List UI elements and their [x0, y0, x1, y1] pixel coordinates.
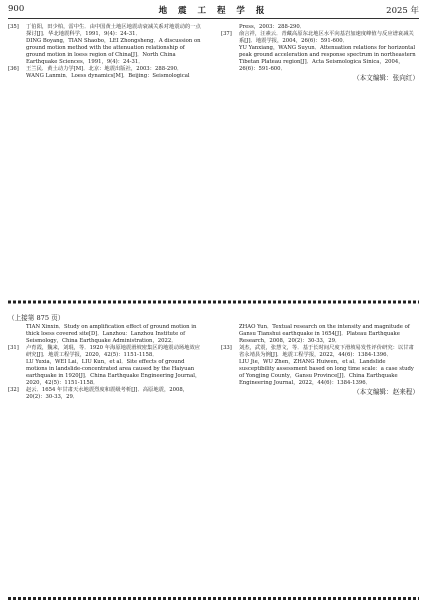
reference-continuation — [221, 324, 419, 345]
reference-text-english: Press，2003：288-290． — [239, 24, 306, 30]
reference-text: 卢育霞，魏来，刘琨，等．1920 年海原地震滑坡密集区的地震动场地效应研究[J]．地震工程学报，2020，42(5)：1151-1158． — [26, 345, 201, 359]
journal-title: 地 震 工 程 学 报 — [158, 6, 269, 16]
reference-text-english: TIAN Xinxin．Study on amplification effect of ground motion in thick loess covered site[D]．Lanzhou：Lanzhou Institute of Seismology，China Earthquake Administration，2022． — [26, 324, 197, 345]
reference-item — [8, 24, 205, 66]
reference-item — [8, 66, 205, 80]
page-number: 900 — [8, 4, 25, 14]
reference-number: [31] — [8, 345, 19, 352]
reference-continuation — [8, 324, 205, 345]
reference-text-english: ZHAO Yun．Textual research on the intensity and magnitude of Gansu Tianshui earthquake in 1654[J]．Plateau Earthquake Research，2008，20(2)：30-33，29． — [239, 324, 410, 345]
reference-text: 刘杰，武震，张慧文，等．基于长时间尺度下滑坡易发性评价研究：以甘肃省永靖县为例[J]．地震工程学报，2022，44(6)：1384-1396． — [239, 345, 414, 359]
references-right-column-1 — [221, 24, 419, 83]
reference-text: 赵云．1654 年甘肃天水地震烈度和震级考析[J]．高原地震，2008，20(2)：30-33，29． — [26, 387, 189, 401]
references-right-column-2 — [221, 324, 419, 397]
reference-text: 俞言祥，汪素云．青藏高原东北地区水平向基岩加速度峰值与反应谱衰减关系[J]．地震学报，2004，26(6)：591-600． — [239, 31, 414, 45]
reference-continuation — [221, 24, 419, 31]
reference-number: [36] — [8, 66, 19, 73]
reference-text: 王兰民．黄土动力学[M]．北京：地震出版社，2003：288-290． — [26, 66, 183, 73]
reference-item — [221, 345, 419, 387]
editor-note: （本文编辑：赵来程） — [353, 388, 419, 397]
reference-text-english: DING Boyang，TIAN Shaobo，LEI Zhongsheng．A discussion on ground motion method with the attenuation relationship of ground motion in loess region of China[J]．North China Earthquake Sciences，1991，9(4)：24-31． — [26, 38, 201, 66]
reference-number: [33] — [221, 345, 232, 352]
section-separator — [8, 596, 419, 601]
references-left-column-1 — [8, 24, 205, 80]
page-header — [8, 3, 419, 17]
reference-number: [35] — [8, 24, 19, 30]
editor-note: （本文编辑：张向红） — [353, 74, 419, 83]
reference-text: 丁伯阳，田少柏，雷中生．由中国黄土地区地震动衰减关系对地震动的一点探讨[J]．华北地震科学，1991，9(4)：24-31． — [26, 24, 201, 38]
reference-text-english: LU Yuxia，WEI Lai，LIU Kun，et al．Site effects of ground motions in landslide-concentrated area caused by the Haiyuan earthquake in 1920[J]．China Earthquake Engineering Journal，2020，42(5)：1151-1158． — [26, 359, 201, 387]
references-left-column-2 — [8, 324, 205, 402]
publication-year: 2025 年 — [386, 6, 419, 16]
reference-number: [37] — [221, 31, 232, 38]
continued-from-label: （上接第 875 页） — [8, 314, 65, 322]
reference-item — [221, 31, 419, 73]
reference-text-english: WANG Lanmin．Loess dynamics[M]．Beijing：Seismological — [26, 73, 190, 80]
header-rule — [8, 18, 419, 19]
reference-item — [8, 387, 205, 401]
section-separator — [8, 299, 419, 305]
reference-text-english: LIU Jie，WU Zhen，ZHANG Huiwen，et al．Landslide susceptibility assessment based on long time scale：a case study of Yongjing County，Gansu Province[J]．China Earthquake Engineering Journal，2022，44(6)：1384-1396． — [239, 359, 414, 387]
reference-text-english: YU Yanxiang，WANG Suyun．Attenuation relations for horizontal peak ground acceleration and response spectrum in northeastern Tibetan Plateau region[J]．Acta Seismologica Sinica，2004，26(6)：591-600． — [239, 45, 416, 73]
reference-number: [32] — [8, 387, 19, 394]
reference-item — [8, 345, 205, 387]
